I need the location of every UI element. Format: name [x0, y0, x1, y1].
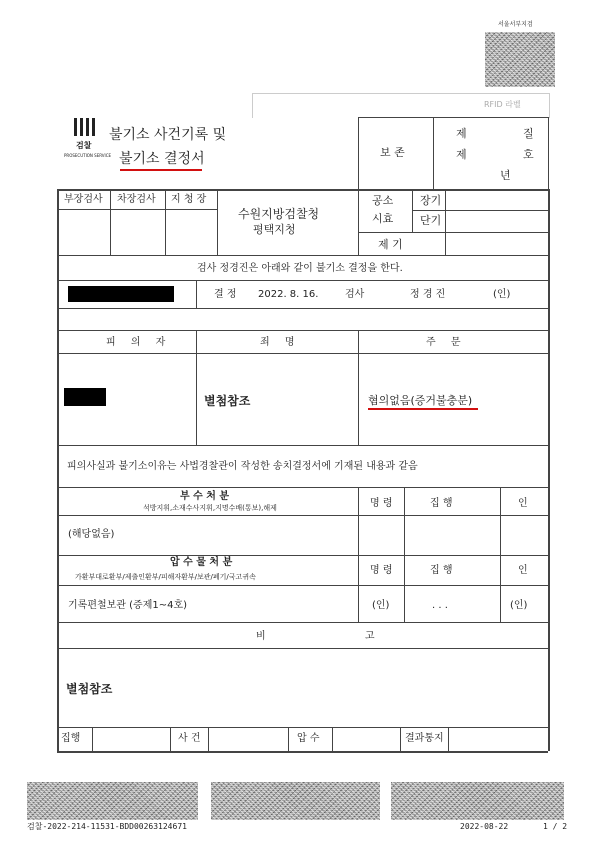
remarks-title: 비 고: [256, 631, 423, 642]
col-suspect: 피 의 자: [106, 337, 172, 348]
office-line2: 평택지청: [253, 223, 296, 236]
seizure-title: 압 수 물 처 분: [170, 557, 233, 568]
preserve-item-3: 년: [500, 169, 511, 182]
seizure-seal2: (인): [510, 600, 528, 611]
logo-en: PROSECUTION SERVICE: [64, 153, 112, 158]
barcode-noise-bottom-2: [211, 782, 380, 820]
rfid-box: [252, 93, 550, 118]
col-charge: 죄 명: [260, 337, 301, 348]
seizure-items: 가환부대로환부/제출인환부/피해자환부/보관/폐기/국고귀속: [75, 573, 256, 581]
facts-text: 피의사실과 불기소이유는 사법경찰관이 작성한 송치결정서에 기재된 내용과 같음: [67, 461, 418, 472]
disposition-underline: [368, 408, 478, 410]
seizure-seal: 인: [518, 565, 528, 576]
preserve-item-2: 제: [456, 148, 467, 161]
prosecutor-label: 검사: [345, 289, 365, 300]
remarks-value: 별첨참조: [66, 682, 113, 696]
approval-2: 차장검사: [117, 194, 156, 205]
statute-bottom: 제 기: [378, 238, 403, 251]
redacted-case-number: [68, 286, 174, 302]
subsidiary-seal: 인: [518, 498, 528, 509]
disposition-value: 혐의없음(증거불충분): [368, 394, 473, 407]
footer-code: 검찰-2022-214-11531-BDD00263124671: [27, 822, 187, 831]
stamp-label: 서울서부지검: [498, 21, 533, 28]
subsidiary-items: 석방지휘,소재수사지휘,지명수배(통보),해제: [143, 504, 277, 512]
charge-value: 별첨참조: [204, 394, 251, 408]
barcode-noise-bottom-3: [391, 782, 564, 820]
col-disposition: 주 문: [426, 337, 467, 348]
statute-label1: 공소: [372, 194, 394, 207]
subsidiary-value: (해당없음): [68, 529, 115, 540]
approval-1: 부장검사: [64, 194, 103, 205]
statute-label2: 시효: [372, 212, 394, 225]
preserve-suffix-2: 호: [523, 148, 534, 161]
logo-org: 검찰: [76, 141, 92, 150]
prosecution-logo: [72, 118, 102, 140]
statute-long: 장기: [420, 194, 442, 207]
seizure-order: 명 령: [370, 565, 393, 576]
seizure-exec: 집 행: [430, 565, 453, 576]
barcode-noise-bottom-1: [27, 782, 198, 820]
barcode-noise-top: [485, 32, 555, 87]
decision-label: 결 정: [214, 289, 237, 300]
rfid-label: RFID 라벨: [484, 100, 521, 109]
footer-date: 2022-08-22: [460, 822, 509, 831]
decision-date: 2022. 8. 16.: [258, 289, 319, 300]
page-title-line2: 불기소 결정서: [119, 151, 205, 167]
subsidiary-exec: 집 행: [430, 498, 453, 509]
seizure-dots: . . .: [432, 600, 448, 611]
seizure-seal1: (인): [372, 600, 390, 611]
preserve-label: 보 존: [380, 146, 405, 159]
subsidiary-title: 부 수 처 분: [180, 491, 230, 502]
approval-3: 지 청 장: [171, 194, 207, 205]
footer-notice: 결과통지: [405, 733, 444, 744]
footer-exec: 집행: [61, 733, 81, 744]
footer-seizure: 압 수: [297, 733, 320, 744]
preserve-item-1: 제: [456, 127, 467, 140]
page-title-line1: 불기소 사건기록 및: [109, 127, 227, 143]
redacted-suspect: [64, 388, 106, 406]
footer-page: 1 / 2: [543, 822, 568, 831]
subsidiary-order: 명 령: [370, 498, 393, 509]
seizure-value: 기록편철보관 (증제1~4호): [68, 600, 188, 611]
statute-short: 단기: [420, 214, 442, 227]
decision-sentence: 검사 정경진은 아래와 같이 불기소 결정을 한다.: [197, 263, 403, 274]
prosecutor-name: 정 경 진: [410, 289, 446, 300]
prosecutor-seal: (인): [493, 289, 511, 300]
preserve-suffix-1: 질: [523, 127, 534, 140]
footer-case: 사 건: [178, 733, 201, 744]
title-underline: [120, 169, 202, 171]
office-line1: 수원지방검찰청: [238, 207, 320, 221]
